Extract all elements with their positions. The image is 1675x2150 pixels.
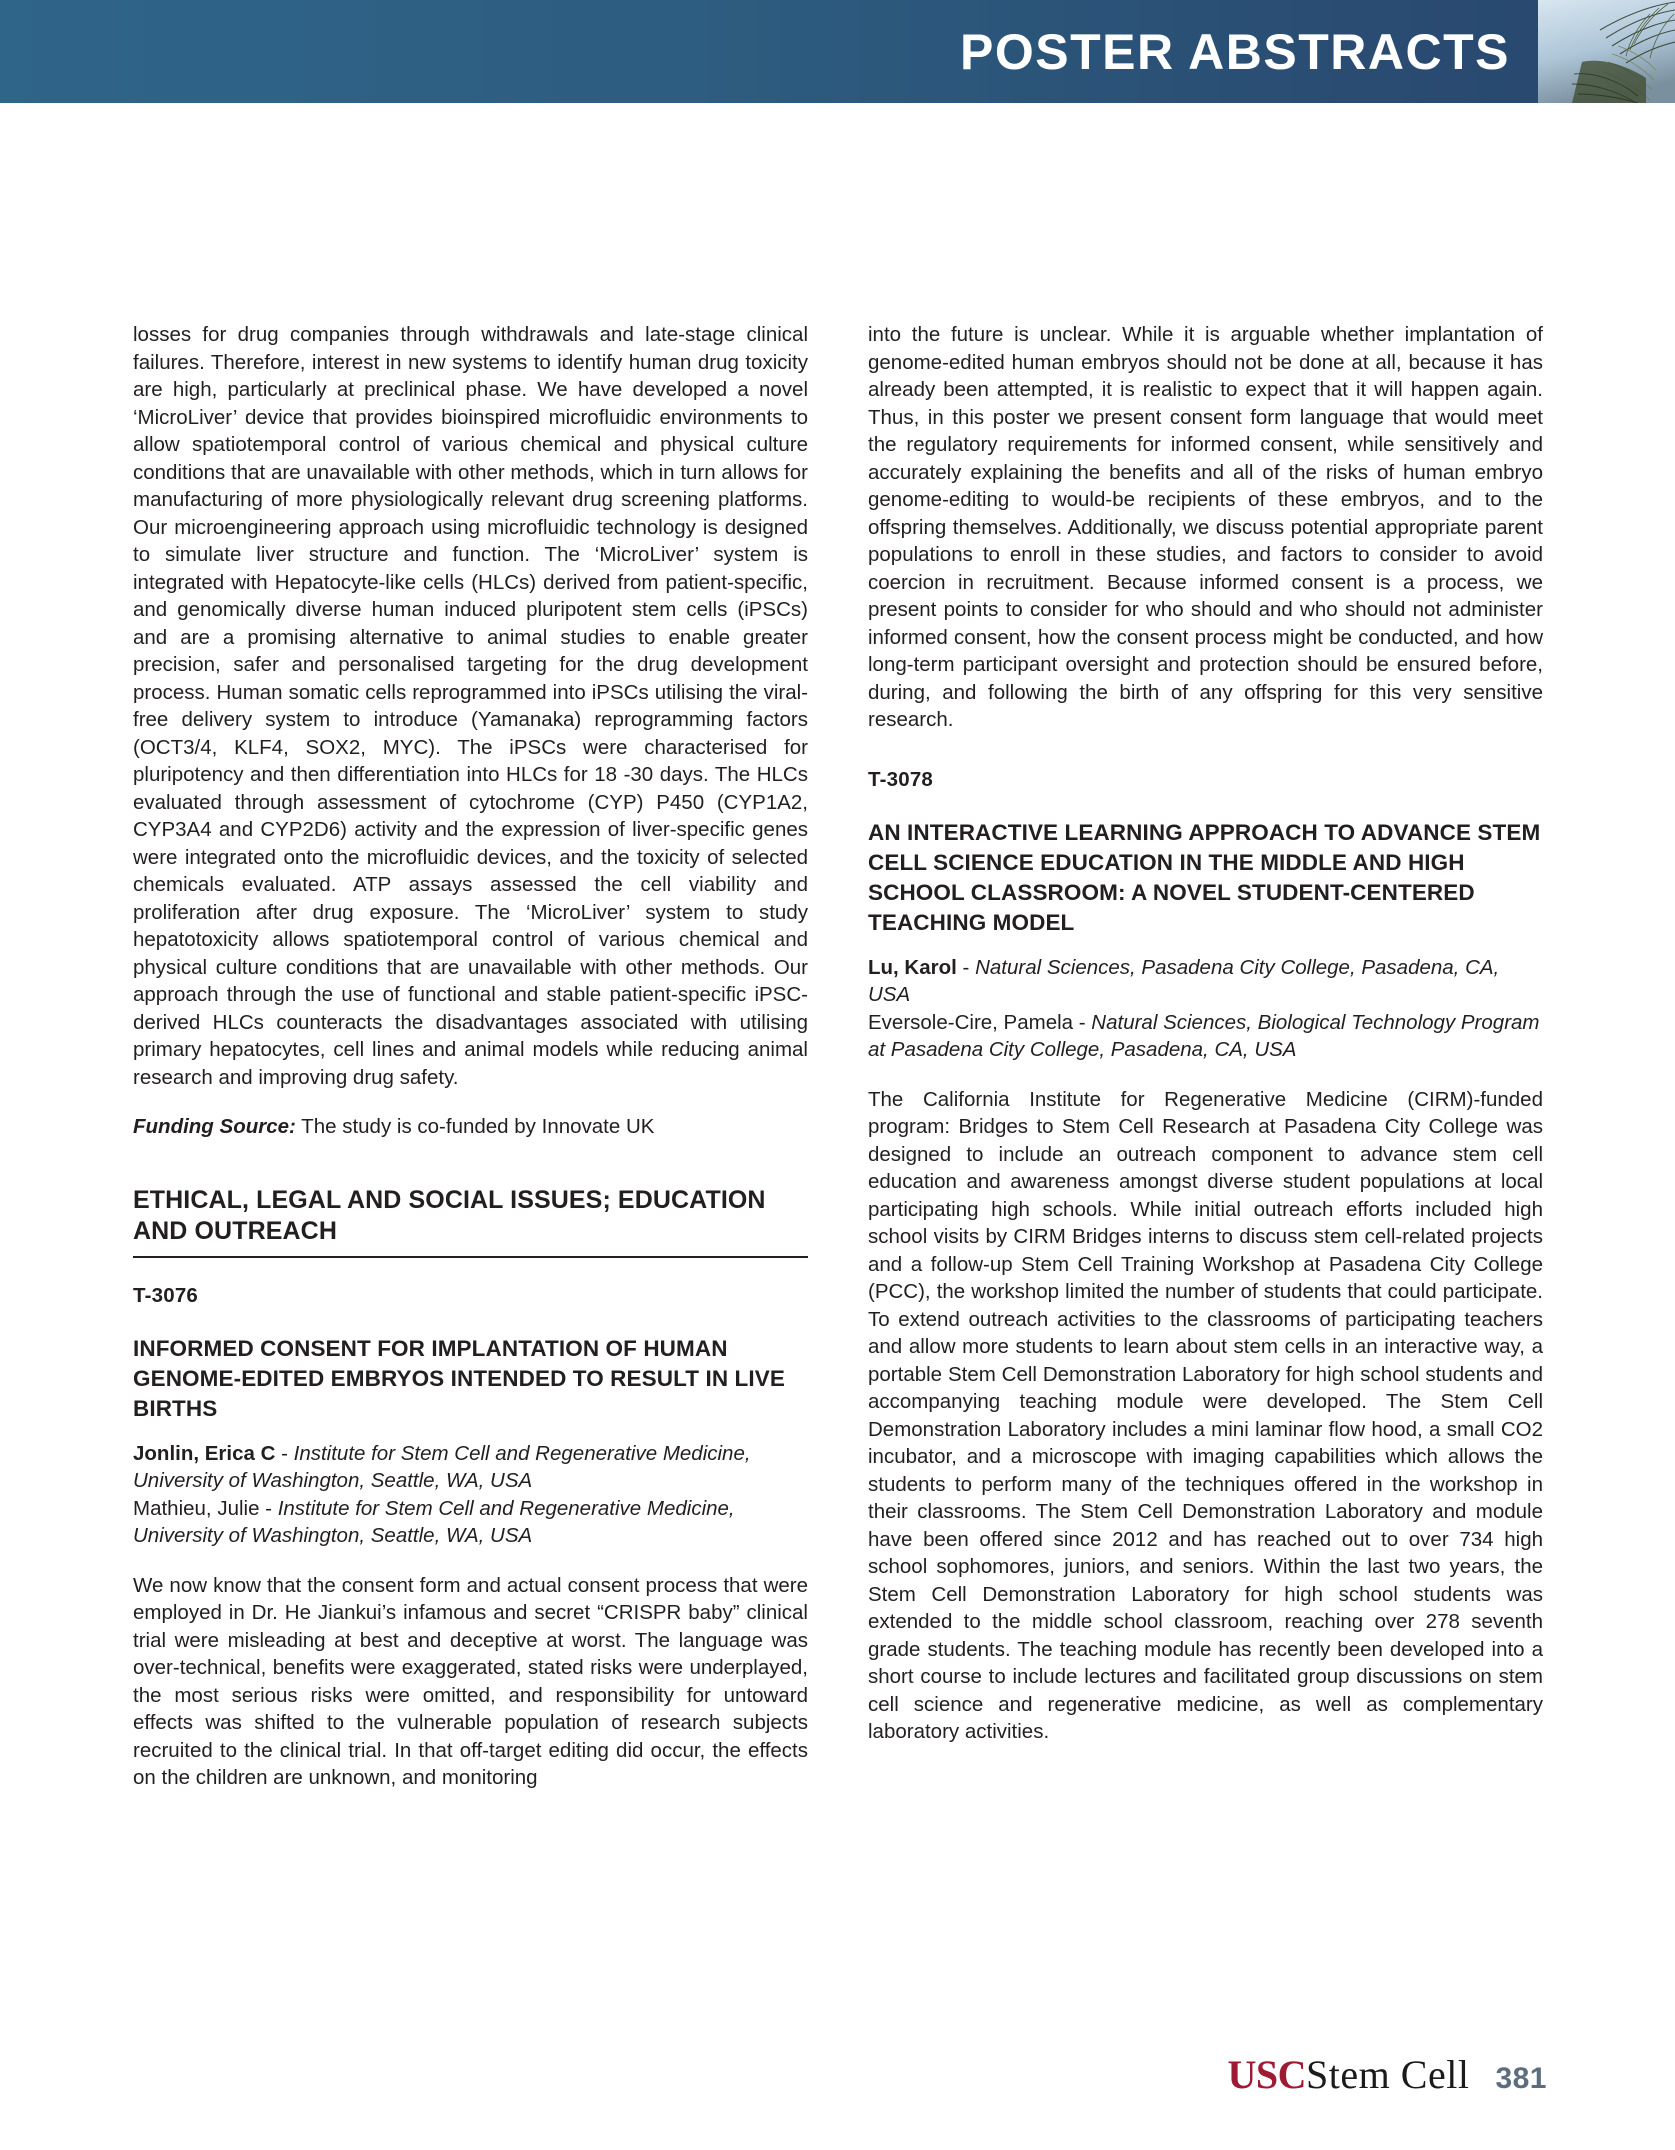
- stem-cell-wordmark: Stem Cell: [1306, 2052, 1470, 2097]
- author-separator: -: [956, 955, 976, 979]
- author-name: Lu, Karol: [868, 955, 957, 979]
- author-entry: [868, 954, 1543, 1009]
- abstract-title-t3076: INFORMED CONSENT FOR IMPLANTATION OF HUMAN GENOME-EDITED EMBRYOS INTENDED TO RESULT IN LIVE BIRTHS: [133, 1335, 785, 1421]
- author-entry: [868, 1009, 1543, 1064]
- author-separator: -: [1073, 1010, 1092, 1034]
- author-name: Eversole-Cire, Pamela: [868, 1010, 1074, 1034]
- funding-source-line: [133, 1113, 808, 1141]
- author-affiliation: Institute for Stem Cell and Regenerative Medicine, University of Washington, Seattle, WA, USA: [133, 1496, 735, 1547]
- continued-abstract-body-left: losses for drug companies through withdrawals and late-stage clinical failures. Therefore, interest in new systems to identify human drug toxicity are high, particularly at preclinical phase. We have developed a novel ‘MicroLiver’ device that provides bioinspired microfluidic environments to allow spatiotemporal control of various chemical and physical culture conditions that are unavailable with other methods, which in turn allows for manufacturing of more physiologically relevant drug screening platforms. Our microengineering approach using microfluidic technology is designed to simulate liver structure and function. The ‘MicroLiver’ system is integrated with Hepatocyte-like cells (HLCs) derived from patient-specific, and genomically diverse human induced pluripotent stem cells (iPSCs) and are a promising alternative to animal studies to enable greater precision, safer and personalised targeting for the drug development process. Human somatic cells reprogrammed into iPSCs utilising the viral-free delivery system to introduce (Yamanaka) reprogramming factors (OCT3/4, KLF4, SOX2, MYC). The iPSCs were characterised for pluripotency and then differentiation into HLCs for 18 -30 days. The HLCs evaluated through assessment of cytochrome (CYP) P450 (CYP1A2, CYP3A4 and CYP2D6) activity and the expression of liver-specific genes were integrated onto the microfluidic devices, and the toxicity of selected chemicals evaluated. ATP assays assessed the cell viability and proliferation after drug exposure. The ‘MicroLiver’ system to study hepatotoxicity allows spatiotemporal control of various chemical and physical culture conditions that are unavailable with other methods. Our approach through the use of functional and stable patient-specific iPSC-derived HLCs counteracts the disadvantages associated with utilising primary hepatocytes, cell lines and animal models while reducing animal research and improving drug safety.: [133, 323, 808, 1089]
- author-list-t3078: [868, 954, 1543, 1064]
- section-divider: [133, 1256, 808, 1258]
- author-affiliation: Institute for Stem Cell and Regenerative Medicine, University of Washington, Seattle, WA, USA: [133, 1441, 751, 1492]
- author-name: Mathieu, Julie: [133, 1496, 260, 1520]
- two-column-layout: [133, 321, 1543, 1814]
- author-separator: -: [275, 1441, 294, 1465]
- author-list-t3076: [133, 1440, 808, 1550]
- page-footer: [1227, 2052, 1547, 2097]
- author-affiliation: Natural Sciences, Pasadena City College, Pasadena, CA, USA: [868, 955, 1500, 1006]
- continued-abstract-body-right: into the future is unclear. While it is arguable whether implantation of genome-edited human embryos should not be done at all, because it has already been attempted, it is realistic to expect that it will happen again. Thus, in this poster we present consent form language that would meet the regulatory requirements for informed consent, while sensitively and accurately explaining the benefits and all of the risks of human embryo genome-editing to would-be recipients of these embryos, and to the offspring themselves. Additionally, we discuss potential appropriate parent populations to enroll in these studies, and factors to consider to avoid coercion in recruitment. Because informed consent is a process, we present points to consider for who should and who should not administer informed consent, how the consent process might be conducted, and how long-term participant oversight and protection should be ensured before, during, and following the birth of any offspring for this very sensitive research.: [868, 323, 1543, 731]
- funding-source-text: The study is co-funded by Innovate UK: [295, 1115, 655, 1138]
- abstract-id-t3076: T-3076: [133, 1283, 199, 1307]
- section-heading: ETHICAL, LEGAL AND SOCIAL ISSUES; EDUCATION AND OUTREACH: [133, 1185, 766, 1245]
- author-name: Jonlin, Erica C: [133, 1441, 276, 1465]
- author-entry: [133, 1440, 808, 1495]
- abstract-body-t3076: We now know that the consent form and actual consent process that were employed in Dr. He Jiankui’s infamous and secret “CRISPR baby” clinical trial were misleading at best and deceptive at worst. The language was over-technical, benefits were exaggerated, stated risks were underplayed, the most serious risks were omitted, and responsibility for untoward effects was shifted to the vulnerable population of research subjects recruited to the clinical trial. In that off-target editing did occur, the effects on the children are unknown, and monitoring: [133, 1573, 808, 1789]
- author-entry: [133, 1495, 808, 1550]
- abstract-body-t3078: The California Institute for Regenerative Medicine (CIRM)-funded program: Bridges to Stem Cell Research at Pasadena City College was designed to include an outreach component to advance stem cell education and awareness amongst diverse student populations at local participating high schools. While initial outreach efforts included high school visits by CIRM Bridges interns to discuss stem cell-related projects and a follow-up Stem Cell Training Workshop at Pasadena City College (PCC), the workshop limited the number of students that could participate. To extend outreach activities to the classrooms of participating teachers and allow more students to learn about stem cells in an interactive way, a portable Stem Cell Demonstration Laboratory for high school students and accompanying teaching module were developed. The Stem Cell Demonstration Laboratory includes a mini laminar flow hood, a small CO2 incubator, and a microscope with imaging capabilities which allows the students to perform many of the techniques offered in the workshop in their classrooms. The Stem Cell Demonstration Laboratory and module have been offered since 2012 and has reached out to over 734 high school sophomores, juniors, and seniors. Within the last two years, the Stem Cell Demonstration Laboratory for high school students was extended to the middle school classroom, reaching over 278 seventh grade students. The teaching module has recently been developed into a short course to include lectures and facilitated group discussions on stem cell science and regenerative medicine, as well as complementary laboratory activities.: [868, 1087, 1543, 1743]
- usc-stem-cell-logo: [1227, 2052, 1470, 2097]
- palm-tree-photo: [1538, 0, 1675, 103]
- funding-source-label: Funding Source:: [133, 1115, 296, 1138]
- abstract-title-t3078: AN INTERACTIVE LEARNING APPROACH TO ADVANCE STEM CELL SCIENCE EDUCATION IN THE MIDDLE AND HIGH SCHOOL CLASSROOM: A NOVEL STUDENT-CENTERED TEACHING MODEL: [868, 819, 1541, 935]
- page-header: [0, 0, 1675, 103]
- author-separator: -: [259, 1496, 278, 1520]
- abstract-id-t3078: T-3078: [868, 767, 934, 791]
- page-number: 381: [1495, 2062, 1547, 2095]
- left-column: [133, 321, 808, 1814]
- author-affiliation: Natural Sciences, Biological Technology Program at Pasadena City College, Pasadena, CA, USA: [868, 1010, 1540, 1061]
- right-column: [868, 321, 1543, 1814]
- page-title: POSTER ABSTRACTS: [960, 23, 1510, 80]
- usc-wordmark: USC: [1227, 2052, 1307, 2097]
